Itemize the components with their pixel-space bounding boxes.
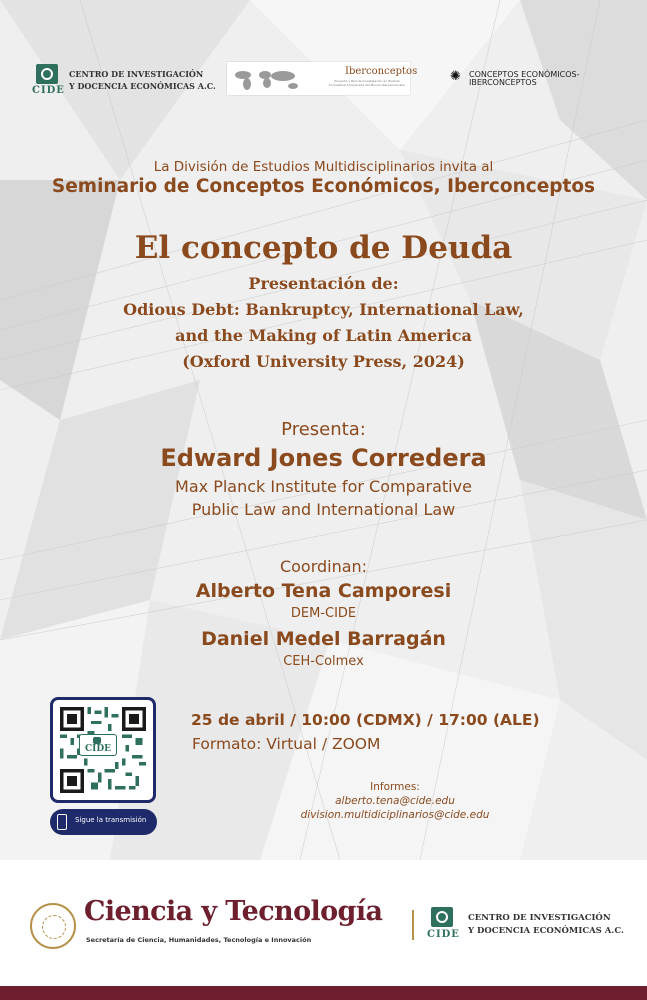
contact-email[interactable]: alberto.tena@cide.edu — [335, 795, 455, 807]
conceptos-line1: CONCEPTOS ECONÓMICOS- — [469, 70, 580, 79]
footer-bar — [0, 986, 647, 1000]
cide-institution-name — [69, 68, 216, 92]
cide-institution-name — [468, 912, 624, 938]
iberconceptos-subtitle: Proyecto y Red de Investigación en Historia Conceptual Comparada del Mundo Iberoamericano — [328, 79, 406, 87]
event-title: El concepto de Deuda — [134, 230, 513, 266]
qr-cide-badge: CIDE — [79, 734, 117, 756]
seminar-title: Seminario de Conceptos Económicos, Iberconceptos — [51, 176, 596, 197]
iberconceptos-logo — [227, 62, 418, 95]
contact-info — [290, 780, 500, 822]
follow-stream-button[interactable] — [50, 809, 157, 835]
iberconceptos-title: Iberconceptos — [345, 66, 418, 77]
coordinators-label: Coordinan: — [279, 557, 368, 576]
presentation-line: and the Making of Latin America — [175, 326, 472, 345]
government-seal-icon — [30, 903, 76, 949]
follow-stream-label: Sigue la transmisión — [75, 816, 147, 824]
event-format: Formato: Virtual / ZOOM — [192, 735, 381, 753]
qr-code[interactable] — [50, 697, 156, 803]
cide-logo-word: CIDE — [32, 85, 65, 96]
cide-logo-icon — [36, 64, 58, 84]
footer — [0, 860, 647, 986]
book-presentation — [0, 271, 647, 375]
asterisk-icon: ✺ — [450, 69, 461, 84]
contact-label: Informes: — [370, 781, 420, 793]
coordinator-name: Daniel Medel Barragán — [201, 628, 446, 650]
presenter-institution — [0, 475, 647, 521]
invitation-text: La División de Estudios Multidisciplinarios invita al — [153, 159, 494, 175]
presenter-label: Presenta: — [281, 419, 366, 440]
event-date-time: 25 de abril / 10:00 (CDMX) / 17:00 (ALE) — [191, 711, 540, 729]
presenter-institution-line2: Public Law and International Law — [191, 500, 456, 519]
contact-email[interactable]: division.multidiciplinarios@cide.edu — [300, 809, 490, 821]
world-map-icon — [231, 67, 303, 91]
ciencia-tecnologia-title: Ciencia y Tecnología — [84, 896, 383, 927]
footer-divider — [412, 910, 414, 940]
presenter-name: Edward Jones Corredera — [160, 444, 487, 472]
cide-institution-line1: CENTRO DE INVESTIGACIÓN — [69, 69, 204, 79]
cide-institution-line1: CENTRO DE INVESTIGACIÓN — [468, 913, 611, 923]
ciencia-tecnologia-subtitle: Secretaría de Ciencia, Humanidades, Tecnología e Innovación — [86, 936, 312, 944]
phone-icon — [57, 814, 67, 830]
cide-institution-line2: Y DOCENCIA ECONÓMICAS A.C. — [468, 926, 624, 936]
coordinator-institution: DEM-CIDE — [290, 606, 357, 621]
conceptos-line2: IBERCONCEPTOS — [469, 78, 537, 87]
cide-logo-icon — [431, 907, 453, 927]
presentation-line: Presentación de: — [248, 274, 399, 293]
coordinator-institution: CEH-Colmex — [283, 654, 364, 669]
presenter-institution-line1: Max Planck Institute for Comparative — [175, 477, 472, 496]
cide-institution-line2: Y DOCENCIA ECONÓMICAS A.C. — [69, 81, 216, 91]
coordinator-name: Alberto Tena Camporesi — [195, 580, 452, 602]
presentation-line: (Oxford University Press, 2024) — [182, 352, 465, 371]
presentation-line: Odious Debt: Bankruptcy, International Law, — [123, 300, 524, 319]
conceptos-economicos-logo — [469, 71, 579, 87]
cide-logo-word: CIDE — [427, 929, 460, 940]
